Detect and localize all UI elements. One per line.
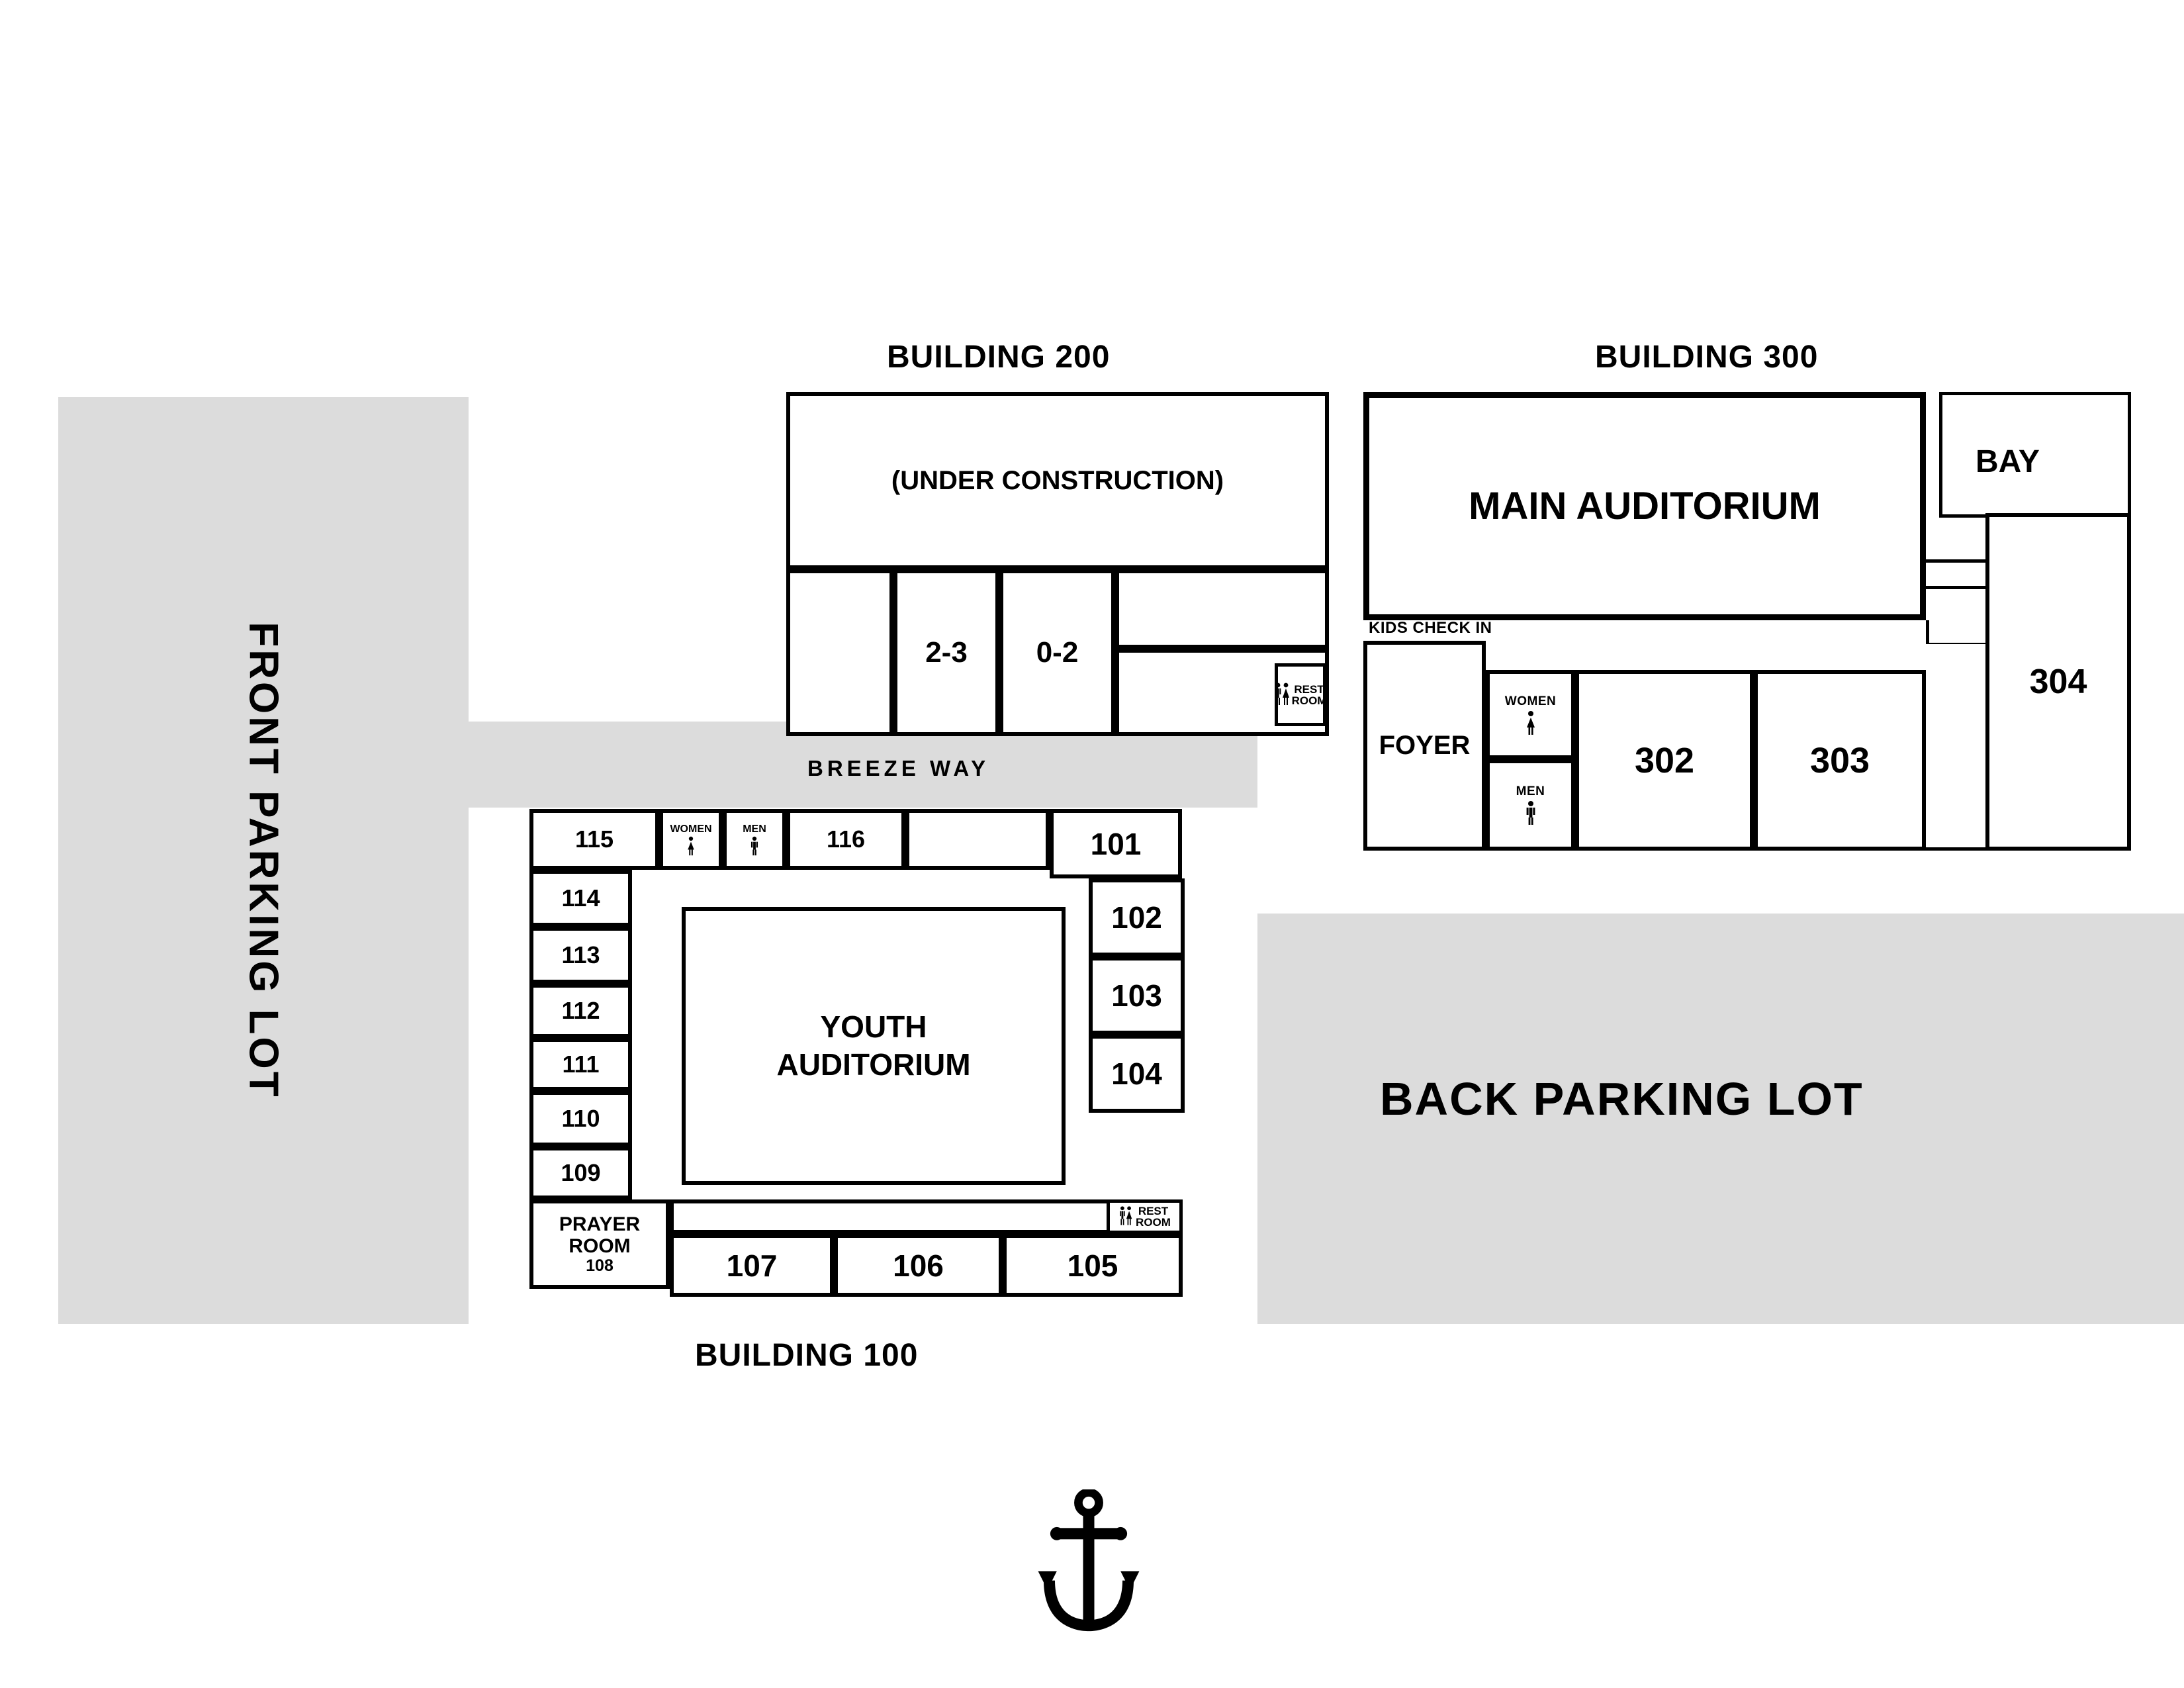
foyer-label: FOYER [1379,731,1471,760]
room-label: 302 [1634,740,1695,780]
building-100-top-corridor [905,809,1050,870]
room-label: 111 [562,1051,600,1078]
room-105[interactable] [1003,1234,1183,1297]
room-112[interactable] [529,984,632,1038]
prayer-room-label-line1: PRAYER [559,1213,641,1235]
breeze-way-label: BREEZE WAY [807,756,990,780]
men-label: MEN [743,823,766,835]
building-100-restroom[interactable] [1107,1199,1183,1234]
youth-auditorium[interactable] [682,907,1066,1185]
room-label: 101 [1090,826,1142,861]
anchor-icon [1032,1489,1145,1642]
room-109[interactable] [529,1147,632,1199]
room-label: 104 [1111,1056,1162,1091]
women-label: WOMEN [1504,694,1557,708]
room-label: 109 [561,1159,601,1186]
room-302[interactable] [1575,670,1754,851]
room-label: 103 [1111,978,1162,1013]
room-106[interactable] [834,1234,1003,1297]
room-label: 106 [893,1248,944,1283]
women-icon [686,836,696,856]
men-icon [749,836,760,856]
room-101[interactable] [1050,809,1182,878]
under-construction-label: (UNDER CONSTRUCTION) [891,465,1224,495]
building-200-room-2-3[interactable] [893,569,999,736]
restroom-label: REST ROOM [1136,1205,1171,1229]
building-100-women-restroom[interactable] [659,809,723,870]
room-103[interactable] [1089,957,1185,1035]
foyer[interactable] [1363,641,1486,851]
youth-auditorium-label-line1: YOUTH [820,1009,927,1044]
restroom-icon [1118,1205,1133,1228]
building-200-room-blank [786,569,893,736]
room-114[interactable] [529,870,632,927]
building-200-under-construction [786,392,1329,569]
front-parking-lot-label: FRONT PARKING LOT [240,622,287,1100]
room-303[interactable] [1754,670,1926,851]
room-label: 2-3 [925,636,968,669]
room-116[interactable] [786,809,905,870]
building-200-restroom[interactable] [1275,663,1326,726]
room-label: 105 [1067,1248,1118,1283]
building-100-title: BUILDING 100 [695,1338,919,1373]
building-200-corridor-upper [1115,569,1329,649]
women-label: WOMEN [670,823,712,835]
room-label: 115 [574,825,614,853]
prayer-room-label-line2: ROOM [569,1235,631,1257]
prayer-room-108[interactable] [529,1199,670,1289]
building-200-title: BUILDING 200 [887,340,1111,375]
room-label: 107 [726,1248,778,1283]
room-113[interactable] [529,927,632,984]
room-label: 113 [561,941,600,968]
building-300-women-restroom[interactable] [1486,670,1575,759]
building-100-men-restroom[interactable] [723,809,786,870]
building-300-connector [1923,559,1992,589]
building-300-title: BUILDING 300 [1595,340,1819,375]
building-300-men-restroom[interactable] [1486,759,1575,851]
back-parking-lot-label: BACK PARKING LOT [1380,1073,1864,1125]
room-label: 116 [826,825,866,853]
room-110[interactable] [529,1091,632,1147]
restroom-label: REST ROOM [1291,682,1327,707]
room-label: 114 [561,884,600,912]
restroom-icon [1275,682,1289,708]
room-104[interactable] [1089,1035,1185,1113]
men-label: MEN [1516,784,1545,798]
prayer-room-number: 108 [586,1256,614,1275]
women-icon [1524,710,1537,735]
main-auditorium-label: MAIN AUDITORIUM [1469,485,1821,528]
building-200-room-0-2[interactable] [999,569,1115,736]
building-100-bottom-corridor [670,1199,1183,1234]
room-102[interactable] [1089,878,1185,957]
room-304[interactable] [1985,513,2131,851]
room-label: 304 [2029,663,2087,701]
kids-check-in-label: KIDS CHECK IN [1369,619,1492,637]
room-115[interactable] [529,809,659,870]
men-icon [1524,800,1537,825]
youth-auditorium-label-line2: AUDITORIUM [776,1047,971,1082]
room-label: 303 [1809,740,1870,780]
main-auditorium[interactable] [1363,392,1926,620]
room-107[interactable] [670,1234,834,1297]
room-label: 110 [561,1105,600,1132]
room-label: 102 [1111,900,1162,935]
building-300-outline-right [1926,641,1989,851]
room-label: 112 [561,997,600,1024]
bay-label: BAY [1976,444,2040,479]
room-label: 0-2 [1036,636,1079,669]
room-111[interactable] [529,1038,632,1091]
building-300-outline-top-right [1926,620,1989,643]
